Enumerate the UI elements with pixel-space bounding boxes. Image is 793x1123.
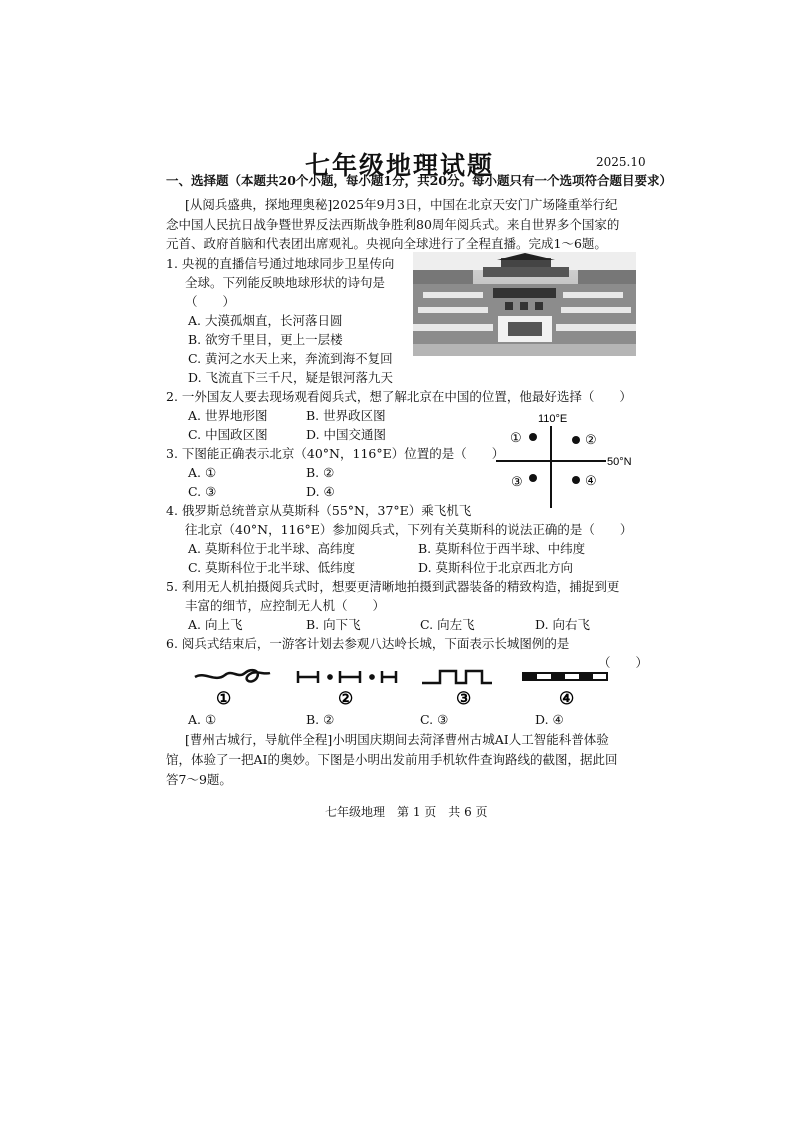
q2-option-d: D. 中国交通图 xyxy=(306,427,387,442)
q4-option-a: A. 莫斯科位于北半球、高纬度 xyxy=(188,541,355,556)
q5-option-d: D. 向右飞 xyxy=(535,617,591,632)
point-4-label: ④ xyxy=(585,473,597,488)
q4-stem-2: 往北京（40°N，116°E）参加阅兵式，下列有关莫斯科的说法正确的是（ ） xyxy=(185,522,633,537)
q1-stem-3: （ ） xyxy=(185,294,236,309)
legend-label-3: ③ xyxy=(456,689,472,708)
lon-label: 110°E xyxy=(538,413,568,425)
point-3-label: ③ xyxy=(511,474,523,489)
great-wall-legend-figure xyxy=(190,663,610,708)
caozhou-line-1: [曹州古城行，导航伴全程]小明国庆期间去菏泽曹州古城AI人工智能科普体验 xyxy=(185,732,609,747)
q1-stem-2: 全球。下列能反映地球形状的诗句是 xyxy=(185,275,386,290)
point-3-dot xyxy=(529,474,537,482)
q3-option-c: C. ③ xyxy=(188,484,217,499)
q4-option-b: B. 莫斯科位于西半球、中纬度 xyxy=(418,541,586,556)
q4-option-d: D. 莫斯科位于北京西北方向 xyxy=(418,560,574,575)
section-heading: 一、选择题（本题共20个小题，每小题1分，共20分。每小题只有一个选项符合题目要求） xyxy=(166,173,672,188)
q4-option-c: C. 莫斯科位于北半球、低纬度 xyxy=(188,560,356,575)
intro-line-1: [从阅兵盛典，探地理奥秘]2025年9月3日，中国在北京天安门广场隆重举行纪 xyxy=(185,197,618,212)
legend-label-2: ② xyxy=(338,689,354,708)
q3-stem: 3. 下图能正确表示北京（40°N，116°E）位置的是（ ） xyxy=(166,446,505,461)
q2-stem: 2. 一外国友人要去现场观看阅兵式，想了解北京在中国的位置，他最好选择（ ） xyxy=(166,389,632,404)
caozhou-line-2: 馆，体验了一把AI的奥妙。下图是小明出发前用手机软件查询路线的截图，据此回 xyxy=(166,752,618,767)
q3-option-a: A. ① xyxy=(188,465,217,480)
q1-option-a: A. 大漠孤烟直，长河落日圆 xyxy=(188,313,343,328)
q3-option-b: B. ② xyxy=(306,465,335,480)
q1-stem-1: 1. 央视的直播信号通过地球同步卫星传向 xyxy=(166,256,395,271)
legend-symbol-1 xyxy=(195,670,270,681)
q5-option-a: A. 向上飞 xyxy=(188,617,243,632)
intro-line-2: 念中国人民抗日战争暨世界反法西斯战争胜利80周年阅兵式。来自世界多个国家的 xyxy=(166,217,620,232)
page-title: 七年级地理试题 xyxy=(305,151,495,180)
lat-label: 50°N xyxy=(607,456,632,468)
q6-stem: 6. 阅兵式结束后，一游客计划去参观八达岭长城，下面表示长城图例的是 xyxy=(166,636,570,651)
q3-option-d: D. ④ xyxy=(306,484,335,499)
q2-option-b: B. 世界政区图 xyxy=(306,408,386,423)
q6-option-a: A. ① xyxy=(188,712,217,727)
q4-stem-1: 4. 俄罗斯总统普京从莫斯科（55°N，37°E）乘飞机飞 xyxy=(166,503,472,518)
q5-stem-1: 5. 利用无人机拍摄阅兵式时，想要更清晰地拍摄到武器装备的精致构造，捕捉到更 xyxy=(166,579,620,594)
q5-stem-2: 丰富的细节，应控制无人机（ ） xyxy=(185,598,386,613)
caozhou-line-3: 答7～9题。 xyxy=(166,772,232,787)
q6-paren: （ ） xyxy=(598,655,649,670)
point-1-label: ① xyxy=(510,430,522,445)
q1-option-c: C. 黄河之水天上来，奔流到海不复回 xyxy=(188,351,393,366)
legend-symbol-2 xyxy=(298,671,396,683)
q2-option-a: A. 世界地形图 xyxy=(188,408,268,423)
point-2-label: ② xyxy=(585,432,597,447)
point-1-dot xyxy=(529,433,537,441)
intro-line-3: 元首、政府首脑和代表团出席观礼。央视向全球进行了全程直播。完成1～6题。 xyxy=(166,236,607,251)
lat-lon-figure xyxy=(494,412,644,512)
point-4-dot xyxy=(572,476,580,484)
legend-label-1: ① xyxy=(216,689,232,708)
q2-option-c: C. 中国政区图 xyxy=(188,427,268,442)
q1-option-b: B. 欲穷千里目，更上一层楼 xyxy=(188,332,343,347)
q6-option-c: C. ③ xyxy=(420,712,449,727)
q6-option-b: B. ② xyxy=(306,712,335,727)
legend-symbol-3 xyxy=(422,671,492,683)
q1-option-d: D. 飞流直下三千尺，疑是银河落九天 xyxy=(188,370,394,385)
page-footer: 七年级地理 第 1 页 共 6 页 xyxy=(325,805,488,819)
legend-symbol-4 xyxy=(523,673,607,680)
legend-label-4: ④ xyxy=(559,689,575,708)
parade-photo xyxy=(413,252,636,356)
exam-date: 2025.10 xyxy=(596,155,646,169)
q6-option-d: D. ④ xyxy=(535,712,564,727)
q5-option-c: C. 向左飞 xyxy=(420,617,475,632)
q5-option-b: B. 向下飞 xyxy=(306,617,361,632)
point-2-dot xyxy=(572,436,580,444)
